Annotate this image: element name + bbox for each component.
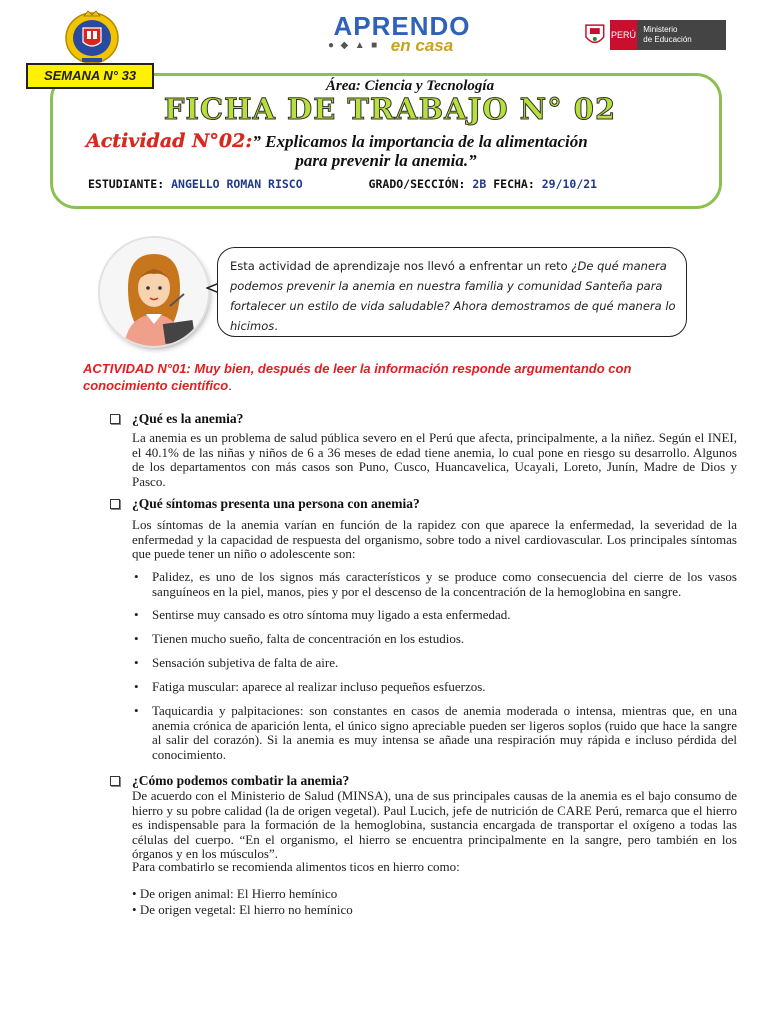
activity-label: Actividad N°02:	[86, 130, 253, 152]
iron-source-text: De origen vegetal: El hierro no hemínico	[139, 902, 353, 917]
instruction-text: Muy bien, después de leer la información responde argumentando con conocimiento científico	[83, 361, 632, 393]
iron-source-text: De origen animal: El Hierro hemínico	[139, 886, 338, 901]
bullet-icon: •	[134, 607, 139, 622]
list-item	[132, 608, 737, 623]
answer-1-paragraph: La anemia es un problema de salud pública severo en el Perú que afecta, principalmente, a la niñez. Según el INEI, el 40.1% de las niñas y niños de 6 a 36 meses de edad tiene anemia, lo cual pone en riesgo su desarrollo. Algunos de los departamentos con más casos son Puno, Cusco, Huancavelica, Ucayali, Loreto, Junín, Madre de Dios y Pasco.	[132, 430, 737, 489]
symptom-text: Palidez, es uno de los signos más característicos y se produce como consecuencia del cierre de los vasos sanguíneos en la piel, manos, pies y por el descenso de la concentración de la hemoglobina en sangre.	[152, 569, 737, 599]
bullet-icon: •	[132, 902, 140, 917]
ficha-title: FICHA DE TRABAJO N° 02	[163, 92, 617, 126]
speech-bubble	[217, 247, 687, 337]
answer-2-paragraph: Los síntomas de la anemia varían en función de la rapidez con que aparece la enfermedad, la severidad de la enfermedad y la capacidad de respuesta del organismo, sobre todo a nivel cardiovascular. Los principales síntomas que puede tener un niño o adolescente son:	[132, 517, 737, 561]
checkbox-icon	[110, 499, 120, 509]
minedu-name	[637, 20, 726, 50]
question-1-text: ¿Qué es la anemia?	[132, 411, 244, 426]
peru-shield-icon	[584, 22, 606, 48]
checkbox-icon	[110, 414, 120, 424]
symptom-text: Taquicardia y palpitaciones: son constantes en casos de anemia moderada o intensa, mientras que, en una anemia crónica de aparición lenta, el único signo apreciable pueden ser ligeros soplos (ruido que hace la sangre al salir del corazón). Si la anemia es muy intensa se añade una respiración muy rápida e incluso pérdida del conocimiento.	[152, 703, 737, 762]
symptom-text: Tienen mucho sueño, falta de concentración en los estudios.	[152, 631, 465, 646]
minedu-name-line1: Ministerio	[643, 25, 678, 34]
area-label: Área: Ciencia y Tecnología	[325, 78, 495, 94]
student-name: ANGELLO ROMAN RISCO	[171, 177, 303, 191]
list-item	[132, 656, 737, 671]
minedu-name-line2: de Educación	[643, 35, 692, 44]
list-item	[132, 680, 737, 695]
grade-label: GRADO/SECCIÓN:	[368, 177, 466, 191]
activity-title-part1: ” Explicamos la importancia de la alimentación	[252, 132, 588, 151]
symptom-text: Sentirse muy cansado es otro síntoma muy ligado a esta enfermedad.	[152, 607, 511, 622]
answer-3-paragraph: De acuerdo con el Ministerio de Salud (MINSA), una de sus principales causas de la anemia es el bajo consumo de hierro y su pobre calidad (la de origen vegetal). Paul Lucich, jefe de nutrición de CARE Perú, remarca que el hierro es indispensable para la formación de la hemoglobina, sustancia encargada de transportar el oxígeno a todas las células del cuerpo. “En el organismo, el hierro se encuentra principalmente en la sangre, pero también en los órganos y en los músculos”.	[132, 788, 737, 861]
list-item	[132, 886, 337, 901]
instruction-end: .	[228, 378, 232, 393]
bubble-intro: Esta actividad de aprendizaje nos llevó a enfrentar un reto	[230, 259, 572, 273]
list-item	[132, 704, 737, 762]
semana-badge: SEMANA N° 33	[26, 63, 154, 89]
symptom-text: Fatiga muscular: aparece al realizar incluso pequeños esfuerzos.	[152, 679, 486, 694]
bullet-icon: •	[134, 631, 139, 646]
bullet-icon: •	[134, 569, 139, 584]
question-heading	[110, 496, 420, 512]
activity-title-line2: para prevenir la anemia.”	[295, 151, 477, 170]
bullet-icon: •	[134, 703, 139, 718]
bullet-icon: •	[134, 655, 139, 670]
bubble-end: .	[274, 319, 278, 333]
bullet-icon: •	[134, 679, 139, 694]
question-2-text: ¿Qué síntomas presenta una persona con anemia?	[132, 496, 420, 511]
aprendo-en-casa-logo	[322, 11, 482, 55]
list-item	[132, 632, 737, 647]
answer-3-followup: Para combatirlo se recomienda alimentos ticos en hierro como:	[132, 859, 460, 874]
school-crest-logo	[56, 8, 128, 64]
instruction-label: ACTIVIDAD N°01:	[83, 361, 191, 376]
logo-main-text: APRENDO	[333, 11, 471, 41]
grade-value: 2B	[472, 177, 487, 191]
student-info-row	[88, 177, 708, 191]
symptom-text: Sensación subjetiva de falta de aire.	[152, 655, 339, 670]
list-item	[132, 570, 737, 599]
teacher-avatar	[100, 238, 208, 346]
logo-dots-icon: ● ◆ ▲ ■	[328, 40, 380, 51]
question-heading	[110, 411, 243, 427]
question-3-text: ¿Cómo podemos combatir la anemia?	[132, 773, 350, 788]
question-heading	[110, 773, 349, 789]
date-value: 29/10/21	[541, 177, 598, 191]
activity-title-line1	[86, 130, 706, 152]
checkbox-icon	[110, 776, 120, 786]
activity-instruction	[83, 360, 693, 394]
bullet-icon: •	[132, 886, 140, 901]
minedu-logo	[584, 18, 726, 52]
bubble-question: ¿De qué manera podemos prevenir la anemia en nuestra familia y comunidad Santeña para fortalecer un estilo de vida saludable? Ahora demostramos de qué manera lo hicimos	[230, 259, 676, 333]
logo-sub-text: en casa	[390, 36, 454, 55]
student-label: ESTUDIANTE:	[88, 177, 165, 191]
list-item	[132, 902, 353, 917]
minedu-country-label: PERÚ	[610, 20, 638, 50]
date-label: FECHA:	[493, 177, 535, 191]
